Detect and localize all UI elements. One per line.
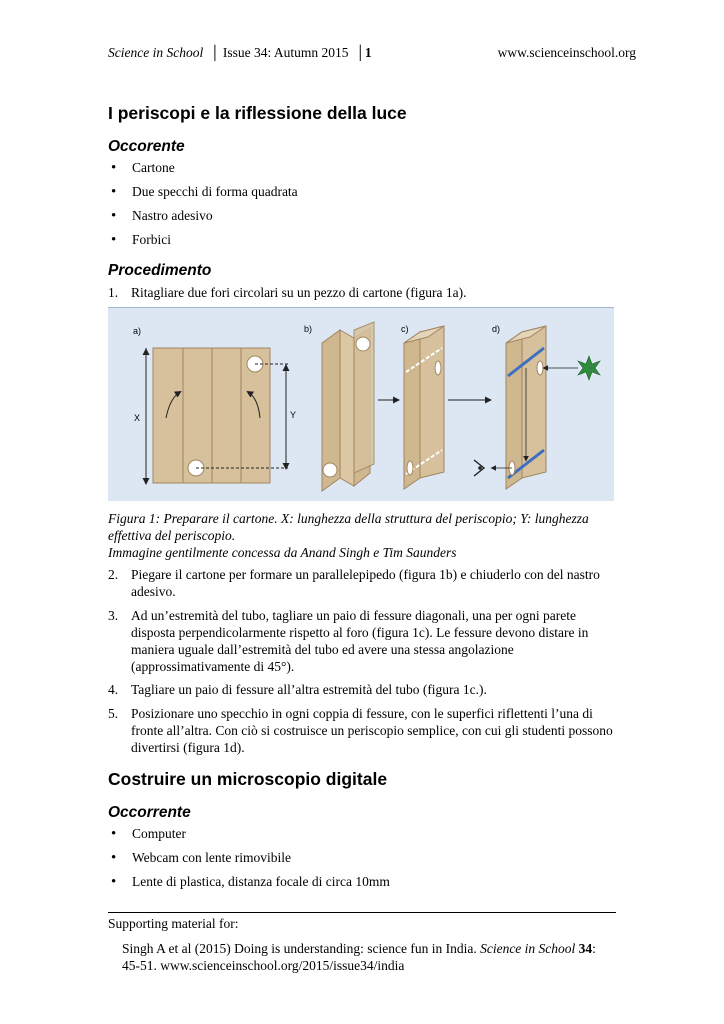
section-title-microscope: Costruire un microscopio digitale (108, 769, 388, 789)
journal-name: Science in School (108, 45, 204, 60)
figure-caption (108, 510, 608, 561)
step-number: 3. (108, 608, 119, 623)
citation (122, 940, 612, 974)
issue-label: Issue 34: Autumn 2015 (222, 45, 349, 60)
eye-icon (474, 460, 484, 476)
star-object-icon (578, 356, 600, 380)
procedure-heading: Procedimento (108, 262, 212, 279)
step-number: 1. (108, 285, 119, 300)
procedure-step (108, 681, 618, 698)
caption-main: Figura 1: Preparare il cartone. X: lunghezza della struttura del periscopio; Y: lunghezza effettiva del periscopio. (108, 511, 589, 543)
supporting-label: Supporting material for: (108, 916, 239, 931)
procedure-step (108, 607, 618, 675)
citation-authors: Singh A et al (2015) Doing is understanding: science fun in India. (122, 941, 481, 956)
materials-list (108, 159, 298, 255)
list-item: • Computer (108, 825, 390, 849)
panel-b-folding-cardboard (322, 322, 398, 491)
list-item: • Nastro adesivo (108, 207, 298, 231)
label-x: X (134, 413, 141, 423)
citation-journal: Science in School (480, 941, 576, 956)
step-text: Tagliare un paio di fessure all’altra estremità del tubo (figura 1c.). (131, 682, 487, 697)
step-text: Posizionare uno specchio in ogni coppia di fessure, con le superfici riflettenti l’una di fronte all’altra. Con ciò si costruisce un periscopio semplice, con cui gli studenti possono divertirsi (figura 1d). (131, 706, 613, 755)
step-text: Ritagliare due fori circolari su un pezzo di cartone (figura 1a). (131, 285, 467, 300)
list-item: • Forbici (108, 231, 298, 255)
step-number: 4. (108, 682, 119, 697)
panel-label-a: a) (133, 326, 142, 336)
list-item: • Lente di plastica, distanza focale di circa 10mm (108, 873, 390, 897)
label-y: Y (290, 410, 297, 420)
materials-heading-2: Occorrente (108, 804, 191, 821)
panel-d-mirrors (474, 326, 600, 489)
materials-heading: Occorente (108, 138, 185, 155)
procedure-step (108, 284, 618, 301)
figure-periscope (108, 307, 614, 501)
header-left: Science in School │ Issue 34: Autumn 2015 │1 (108, 45, 372, 60)
citation-rest: : 45-51. www.scienceinschool.org/2015/issue34/india (122, 941, 596, 973)
citation-volume: 34 (578, 941, 593, 956)
section-title-periscope: I periscopi e la riflessione della luce (108, 103, 407, 123)
panel-label-b: b) (304, 324, 313, 334)
panel-label-c: c) (401, 324, 409, 334)
periscope-illustration (108, 308, 614, 501)
panel-a-flat-cardboard (134, 348, 296, 483)
panel-c-slots (404, 326, 490, 489)
procedure-step (108, 705, 618, 756)
header-url: www.scienceinschool.org (497, 45, 636, 60)
step-text: Piegare il cartone per formare un parallelepipedo (figura 1b) e chiuderlo con del nastro adesivo. (131, 567, 600, 599)
step-text: Ad un’estremità del tubo, tagliare un paio di fessure diagonali, una per ogni parete disposta perpendicolarmente rispetto al foro (figura 1c). Le fessure devono distare in maniera uguale dall’estremità del tubo ed avere una stessa angolazione (approssimativamente di 45°). (131, 608, 589, 674)
panel-label-d: d) (492, 324, 501, 334)
procedure-step (108, 566, 618, 600)
list-item: • Webcam con lente rimovibile (108, 849, 390, 873)
materials-list-2 (108, 825, 390, 897)
footer-divider (108, 912, 616, 913)
page-number: 1 (364, 45, 372, 60)
list-item: • Cartone (108, 159, 298, 183)
list-item: • Due specchi di forma quadrata (108, 183, 298, 207)
step-number: 5. (108, 706, 119, 721)
step-number: 2. (108, 567, 119, 582)
caption-credit: Immagine gentilmente concessa da Anand Singh e Tim Saunders (108, 545, 457, 560)
